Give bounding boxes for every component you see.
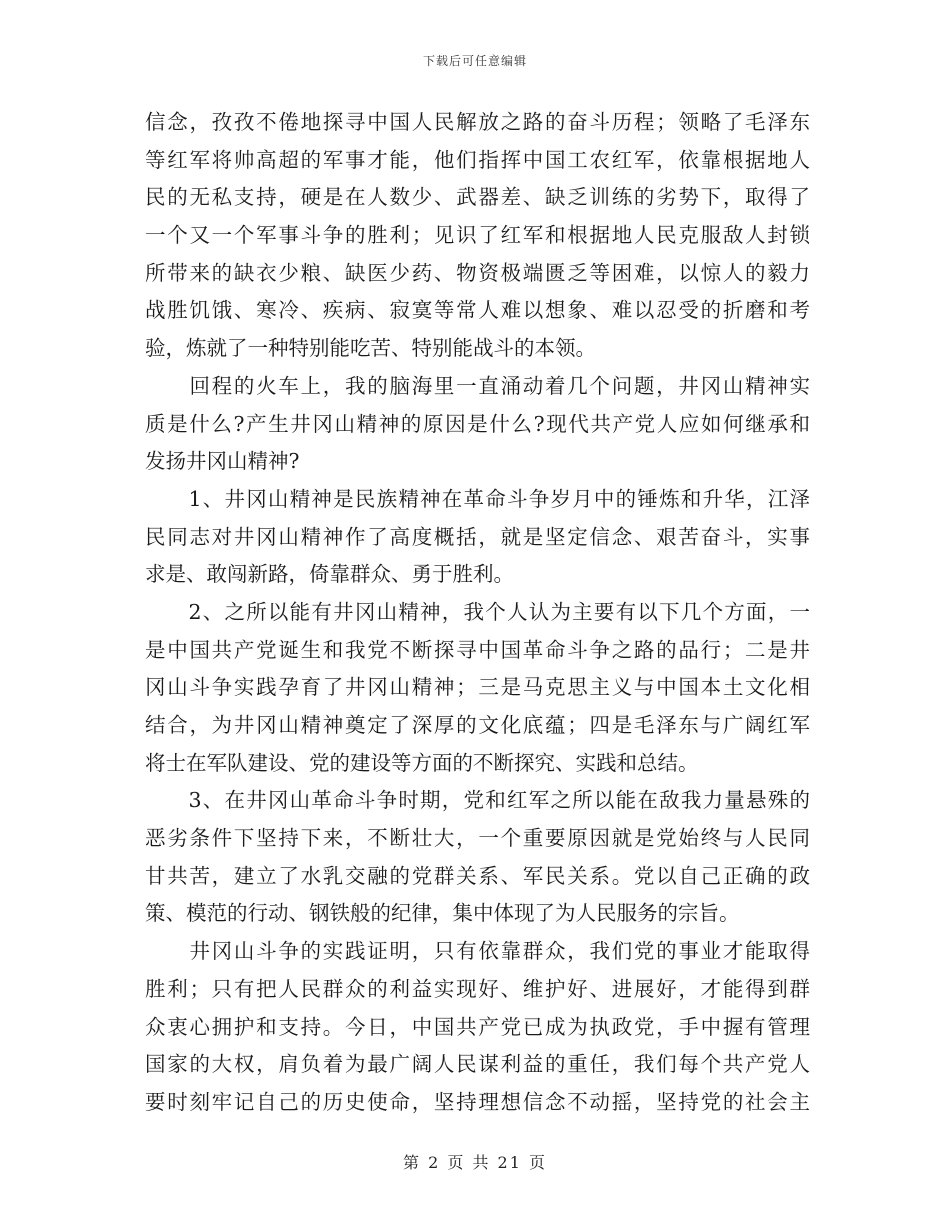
text-line: 恶劣条件下坚持下来，不断壮大，一个重要原因就是党始终与人民同 [145,826,810,851]
text-line: 甘共苦，建立了水乳交融的党群关系、军民关系。党以自己正确的政 [145,863,810,888]
text-line: 2、之所以能有井冈山精神，我个人认为主要有以下几个方面，一 [145,599,810,624]
text-line: 所带来的缺衣少粮、缺医少药、物资极端匮乏等困难，以惊人的毅力 [145,260,810,285]
text-line: 验，炼就了一种特别能吃苦、特别能战斗的本领。 [145,336,596,361]
text-line: 3、在井冈山革命斗争时期，党和红军之所以能在敌我力量悬殊的 [145,788,810,813]
footer-page-number: 2 [428,1153,441,1172]
text-line: 回程的火车上，我的脑海里一直涌动着几个问题，井冈山精神实 [145,373,810,398]
text-line: 信念，孜孜不倦地探寻中国人民解放之路的奋斗历程；领略了毛泽东 [145,110,810,134]
text-line: 等红军将帅高超的军事才能，他们指挥中国工农红军，依靠根据地人 [145,147,810,172]
text-line: 质是什么?产生井冈山精神的原因是什么?现代共产党人应如何继承和 [145,411,810,436]
document-body [145,104,810,1122]
text-line: 将士在军队建设、党的建设等方面的不断探究、实践和总结。 [145,750,699,775]
text-line: 冈山斗争实践孕育了井冈山精神；三是马克思主义与中国本土文化相 [145,675,810,700]
text-line: 众衷心拥护和支持。今日，中国共产党已成为执政党，手中握有管理 [145,1014,810,1039]
footer-total-pages: 21 [497,1153,522,1172]
text-line: 战胜饥饿、寒冷、疾病、寂寞等常人难以想象、难以忍受的折磨和考 [145,298,810,323]
text-line: 要时刻牢记自己的历史使命，坚持理想信念不动摇，坚持党的社会主 [145,1089,810,1114]
text-line: 求是、敢闯新路，倚靠群众、勇于胜利。 [145,562,514,587]
text-line: 发扬井冈山精神? [145,449,300,474]
footer-mid: 页 共 [447,1153,491,1172]
text-line: 民的无私支持，硬是在人数少、武器差、缺乏训练的劣势下，取得了 [145,185,810,210]
footer-suffix: 页 [529,1153,548,1172]
page-header: 下载后可任意编辑 [422,54,527,68]
text-line: 1、井冈山精神是民族精神在革命斗争岁月中的锤炼和升华，江泽 [145,486,810,511]
text-line: 民同志对井冈山精神作了高度概括，就是坚定信念、艰苦奋斗，实事 [145,524,810,549]
text-line: 国家的大权，肩负着为最广阔人民谋利益的重任，我们每个共产党人 [145,1052,810,1077]
text-line: 结合，为井冈山精神奠定了深厚的文化底蕴；四是毛泽东与广阔红军 [145,713,810,737]
text-line: 井冈山斗争的实践证明，只有依靠群众，我们党的事业才能取得 [145,939,810,964]
text-line: 一个又一个军事斗争的胜利；见识了红军和根据地人民克服敌人封锁 [145,223,810,248]
page-footer [0,1150,950,1173]
text-line: 是中国共产党诞生和我党不断探寻中国革命斗争之路的品行；二是井 [145,637,810,662]
text-line: 策、模范的行动、钢铁般的纪律，集中体现了为人民服务的宗旨。 [145,901,740,926]
text-line: 胜利；只有把人民群众的利益实现好、维护好、进展好，才能得到群 [145,976,810,1001]
footer-prefix: 第 [402,1153,421,1172]
